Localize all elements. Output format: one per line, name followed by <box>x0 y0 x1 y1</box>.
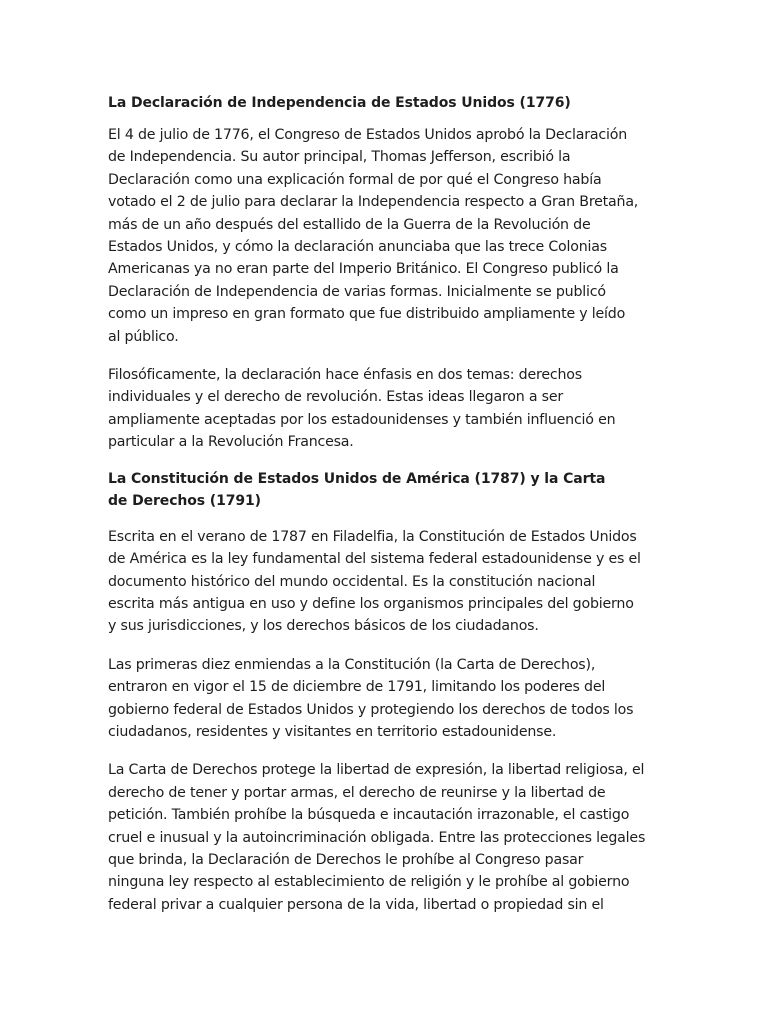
text-line: ninguna ley respecto al establecimiento de religión y le prohíbe al gobierno <box>108 874 630 891</box>
paragraph-constitution <box>108 526 668 638</box>
heading-declaration: La Declaración de Independencia de Estados Unidos (1776) <box>108 95 571 111</box>
paragraph-bill-of-rights <box>108 759 668 916</box>
document-page <box>108 92 668 916</box>
text-line: y sus jurisdicciones, y los derechos básicos de los ciudadanos. <box>108 618 539 635</box>
text-line: Las primeras diez enmiendas a la Constitución (la Carta de Derechos), <box>108 656 596 673</box>
text-line: más de un año después del estallido de la Guerra de la Revolución de <box>108 216 591 233</box>
text-line: Declaración como una explicación formal de por qué el Congreso había <box>108 171 602 188</box>
text-line: La Carta de Derechos protege la libertad de expresión, la libertad religiosa, el <box>108 762 645 779</box>
text-line: ampliamente aceptadas por los estadounidenses y también influenció en <box>108 411 616 428</box>
text-line: Estados Unidos, y cómo la declaración anunciaba que las trece Colonias <box>108 239 607 256</box>
text-line: gobierno federal de Estados Unidos y protegiendo los derechos de todos los <box>108 701 634 718</box>
text-line: votado el 2 de julio para declarar la Independencia respecto a Gran Bretaña, <box>108 194 639 211</box>
text-line: petición. También prohíbe la búsqueda e incautación irrazonable, el castigo <box>108 807 630 824</box>
text-line: ciudadanos, residentes y visitantes en territorio estadounidense. <box>108 723 557 740</box>
text-line: documento histórico del mundo occidental. Es la constitución nacional <box>108 573 596 590</box>
text-line: de Independencia. Su autor principal, Thomas Jefferson, escribió la <box>108 149 571 166</box>
text-line: particular a la Revolución Francesa. <box>108 434 354 451</box>
text-line: Americanas ya no eran parte del Imperio Británico. El Congreso publicó la <box>108 261 619 278</box>
text-line: derecho de tener y portar armas, el derecho de reunirse y la libertad de <box>108 784 606 801</box>
text-line: federal privar a cualquier persona de la vida, libertad o propiedad sin el <box>108 896 604 913</box>
heading-constitution <box>108 468 668 512</box>
text-line: cruel e inusual y la autoincriminación obligada. Entre las protecciones legales <box>108 829 646 846</box>
text-line: escrita más antigua en uso y define los organismos principales del gobierno <box>108 595 634 612</box>
text-line: que brinda, la Declaración de Derechos le prohíbe al Congreso pasar <box>108 851 584 868</box>
text-line: individuales y el derecho de revolución. Estas ideas llegaron a ser <box>108 389 564 406</box>
text-line: entraron en vigor el 15 de diciembre de 1791, limitando los poderes del <box>108 679 606 696</box>
paragraph-declaration-history <box>108 124 668 348</box>
heading-line: de Derechos (1791) <box>108 492 261 509</box>
paragraph-declaration-philosophy <box>108 364 668 454</box>
heading-line: La Constitución de Estados Unidos de América (1787) y la Carta <box>108 470 606 487</box>
text-line: al público. <box>108 328 179 345</box>
text-line: Escrita en el verano de 1787 en Filadelfia, la Constitución de Estados Unidos <box>108 528 637 545</box>
text-line: El 4 de julio de 1776, el Congreso de Estados Unidos aprobó la Declaración <box>108 127 627 143</box>
text-line: Filosóficamente, la declaración hace énfasis en dos temas: derechos <box>108 367 582 384</box>
paragraph-amendments <box>108 654 668 744</box>
text-line: de América es la ley fundamental del sistema federal estadounidense y es el <box>108 551 641 568</box>
text-line: como un impreso en gran formato que fue distribuido ampliamente y leído <box>108 306 626 323</box>
text-line: Declaración de Independencia de varias formas. Inicialmente se publicó <box>108 283 606 300</box>
